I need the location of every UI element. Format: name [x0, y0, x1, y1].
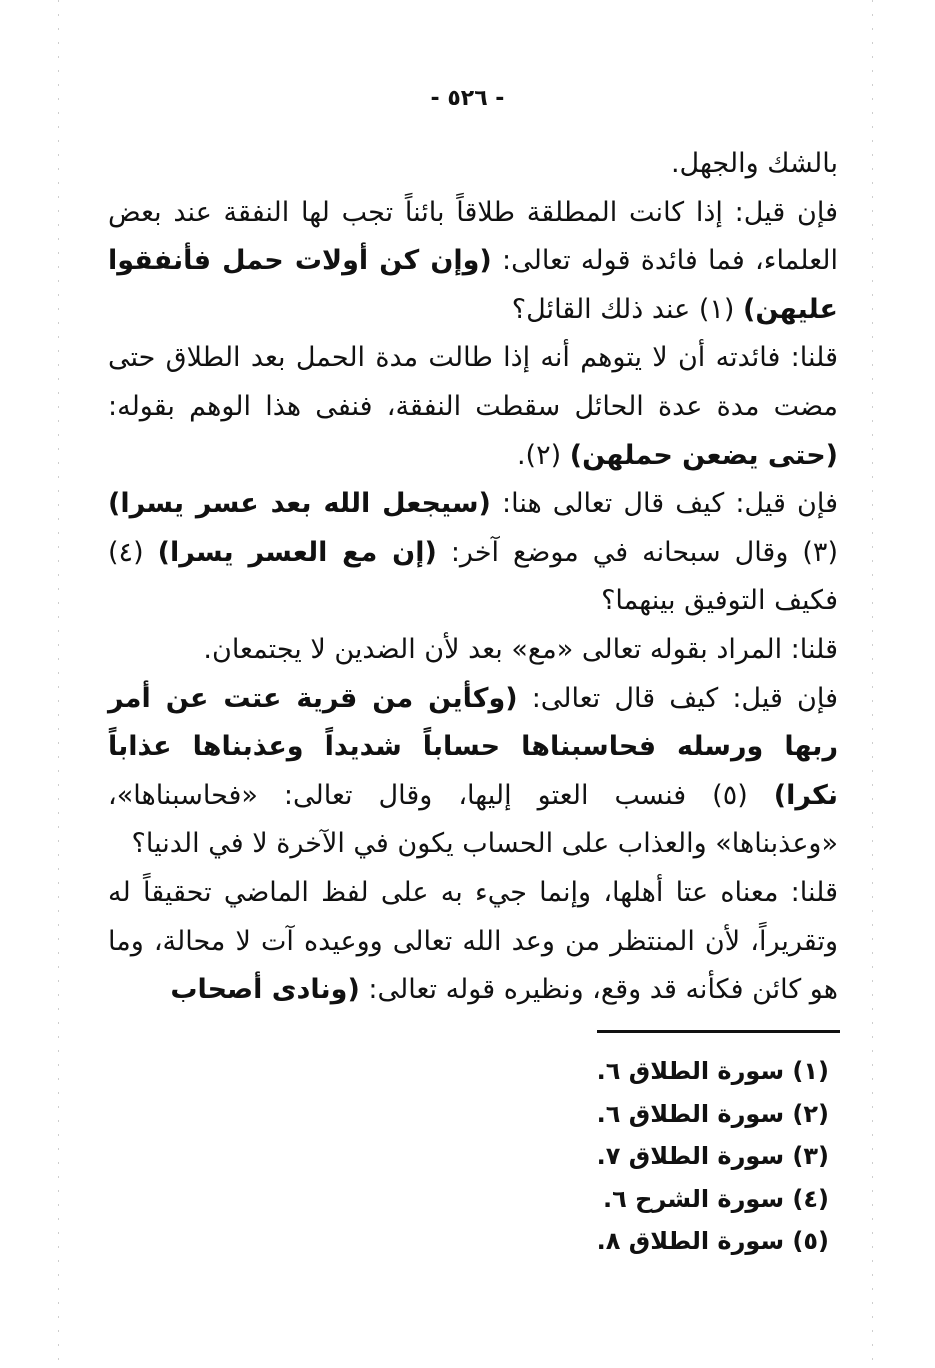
- scan-dotted-line-right: [872, 0, 873, 1368]
- footnote: (١) سورة الطلاق ٦.: [596, 1057, 829, 1085]
- footnote: (٤) سورة الشرح ٦.: [603, 1184, 829, 1213]
- paragraph-text: قلنا: المراد بقوله تعالى «مع» بعد لأن الضدين لا يجتمعان.: [203, 633, 838, 665]
- paragraph-text: قلنا: فائدته أن لا يتوهم أنه إذا طالت مدة الحمل بعد الطلاق حتى مضت مدة عدة الحائل سقطت النفقة، فنفى هذا الوهم بقوله:: [108, 342, 838, 422]
- scan-dotted-line-left: [58, 0, 59, 1368]
- paragraph-text: (١) عند ذلك القائل؟: [511, 293, 744, 325]
- quran-verse: (وكأين من قرية عتت عن أمر ربها ورسله فحاسبناها حساباً شديداً وعذبناها عذاباً نكرا): [108, 682, 838, 811]
- paragraph: [108, 140, 838, 189]
- footnote: (٣) سورة الطلاق ٧.: [596, 1142, 829, 1170]
- page-number: - ٥٢٦ -: [430, 86, 505, 111]
- quran-verse: (إن مع العسر يسرا): [157, 536, 437, 568]
- footnote: (٥) سورة الطلاق ٨.: [596, 1227, 829, 1255]
- paragraph-text: فإن قيل: إذا كانت المطلقة طلاقاً بائناً تجب لها النفقة عند بعض العلماء، فما فائدة قوله تعالى:: [108, 196, 838, 277]
- paragraph-text: (٥) فنسب العتو إليها، وقال تعالى: «فحاسبناها»، «وعذبناها» والعذاب على الحساب يكون في الآخرة لا في الدنيا؟: [108, 779, 838, 860]
- quran-verse: (ونادى أصحاب: [170, 974, 360, 1006]
- body-text: [108, 140, 838, 1015]
- paragraph: [108, 675, 838, 869]
- paragraph-text: فإن قيل: كيف قال تعالى هنا:: [490, 488, 838, 520]
- paragraph-text: (٢).: [516, 439, 570, 471]
- paragraph: [108, 334, 838, 480]
- footnotes: [429, 1050, 829, 1263]
- quran-verse: (سيجعل الله بعد عسر يسرا): [108, 488, 491, 520]
- footnote: (٢) سورة الطلاق ٦.: [596, 1099, 829, 1128]
- quran-verse: (وإن كن أولات حمل فأنفقوا عليهن): [108, 245, 838, 325]
- paragraph: [108, 869, 838, 1015]
- footnote-divider: [597, 1030, 840, 1033]
- paragraph-text: قلنا: معناه عتا أهلها، وإنما جيء به على لفظ الماضي تحقيقاً له وتقريراً، لأن المنتظر من وعد الله تعالى ووعيده آت لا محالة، وما هو كائن فكأنه قد وقع، ونظيره قوله تعالى:: [108, 876, 838, 1006]
- quran-verse: (حتى يضعن حملهن): [569, 439, 838, 471]
- paragraph-text: فإن قيل: كيف قال تعالى:: [517, 682, 838, 714]
- paragraph-text: (٤) فكيف التوفيق بينهما؟: [108, 536, 838, 617]
- paragraph: [108, 480, 838, 626]
- paragraph-text: (٣) وقال سبحانه في موضع آخر:: [436, 536, 838, 568]
- paragraph: [108, 189, 838, 335]
- paragraph-text: بالشك والجهل.: [670, 148, 838, 179]
- paragraph: [108, 626, 838, 675]
